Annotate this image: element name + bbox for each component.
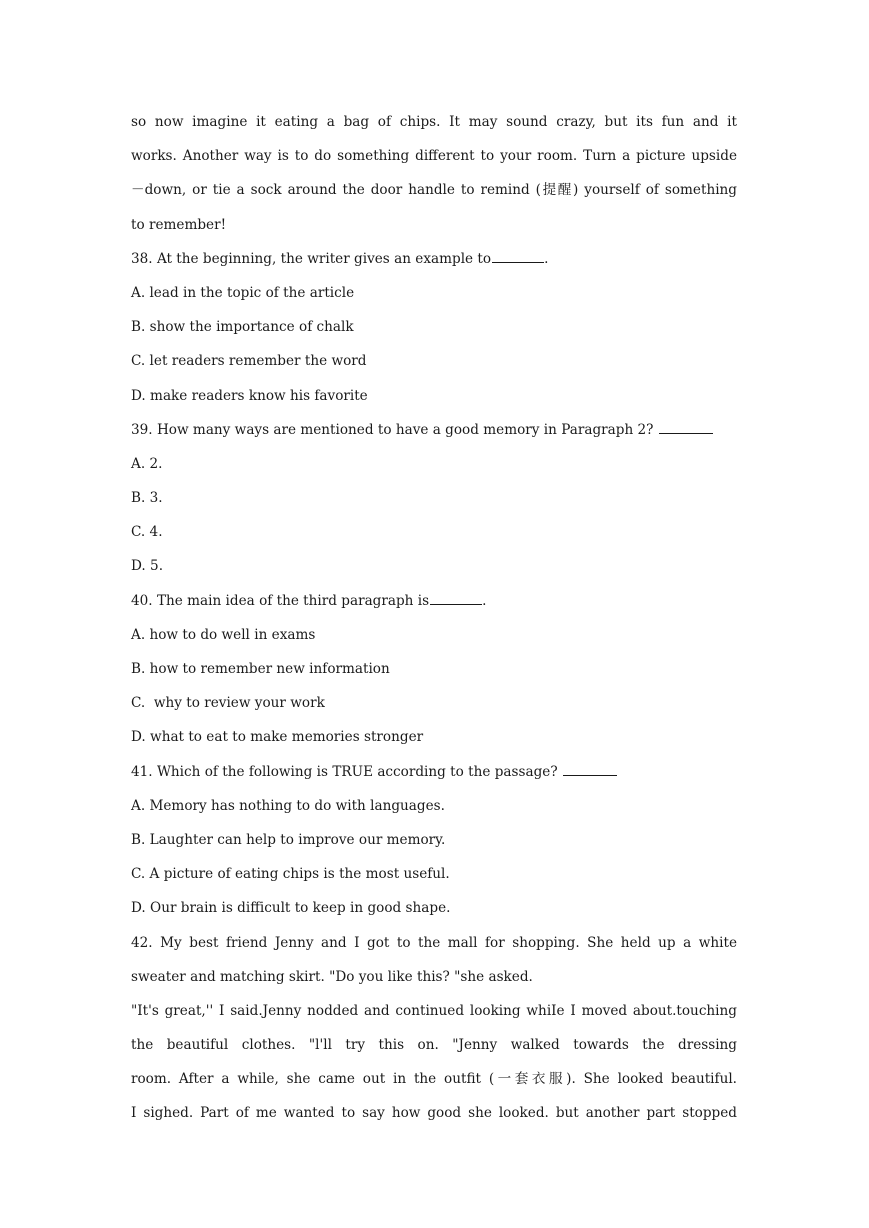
option-d: D. what to eat to make memories stronger (131, 729, 424, 746)
option-b: B. 3. (131, 490, 163, 507)
question-end-punct: . (544, 250, 549, 267)
text-line: 42. My best friend Jenny and I got to the mall for shopping. She held up a white (131, 934, 737, 951)
option-c: C. why to review your work (131, 695, 325, 712)
option-a: A. how to do well in exams (131, 626, 316, 643)
question-42-paragraph (131, 930, 737, 998)
option-d: D. Our brain is difficult to keep in good shape. (131, 900, 451, 917)
text-line: "It's great,'' I said.Jenny nodded and continued looking whiIe I moved about.touching (131, 1002, 737, 1019)
option-d: D. make readers know his favorite (131, 387, 368, 404)
text-line: －down, or tie a sock around the door handle to remind (提醒) yourself of something (131, 182, 737, 199)
option-b: B. show the importance of chalk (131, 319, 354, 336)
option-b: B. Laughter can help to improve our memory. (131, 831, 446, 848)
option-c: C. 4. (131, 524, 163, 541)
option-d: D. 5. (131, 558, 164, 575)
document-page (131, 109, 737, 1135)
text-line: room. After a while, she came out in the outfit (一套衣服). She looked beautiful. (131, 1071, 737, 1088)
question-41-stem (131, 759, 737, 793)
option-a: A. Memory has nothing to do with languages. (131, 797, 445, 814)
option-b: B. how to remember new information (131, 661, 390, 677)
question-38-stem (131, 246, 737, 280)
question-39-stem (131, 417, 737, 451)
option-c: C. let readers remember the word (131, 353, 367, 370)
question-end-punct: . (482, 592, 487, 609)
question-40-stem (131, 588, 737, 622)
intro-paragraph (131, 109, 737, 246)
option-c: C. A picture of eating chips is the most useful. (131, 866, 450, 883)
question-text: 41. Which of the following is TRUE according to the passage? (131, 763, 558, 780)
text-line: sweater and matching skirt. "Do you like this? "she asked. (131, 968, 533, 985)
question-text: 40. The main idea of the third paragraph is (131, 592, 430, 609)
answer-blank (659, 419, 713, 434)
text-line: I sighed. Part of me wanted to say how good she looked. but another part stopped (131, 1105, 737, 1122)
text-line: so now imagine it eating a bag of chips. It may sound crazy, but its fun and it (131, 114, 737, 130)
question-text: 38. At the beginning, the writer gives an example to (131, 250, 492, 267)
text-line: the beautiful clothes. "l'll try this on. "Jenny walked towards the dressing (131, 1037, 737, 1054)
question-text: 39. How many ways are mentioned to have a good memory in Paragraph 2? (131, 421, 654, 438)
answer-blank (492, 248, 544, 263)
answer-blank (430, 590, 482, 605)
option-a: A. 2. (131, 455, 163, 472)
story-paragraph (131, 998, 737, 1135)
option-a: A. lead in the topic of the article (131, 284, 355, 301)
text-line: to remember! (131, 216, 227, 233)
text-line: works. Another way is to do something different to your room. Turn a picture upside (131, 148, 737, 165)
answer-blank (563, 761, 617, 776)
